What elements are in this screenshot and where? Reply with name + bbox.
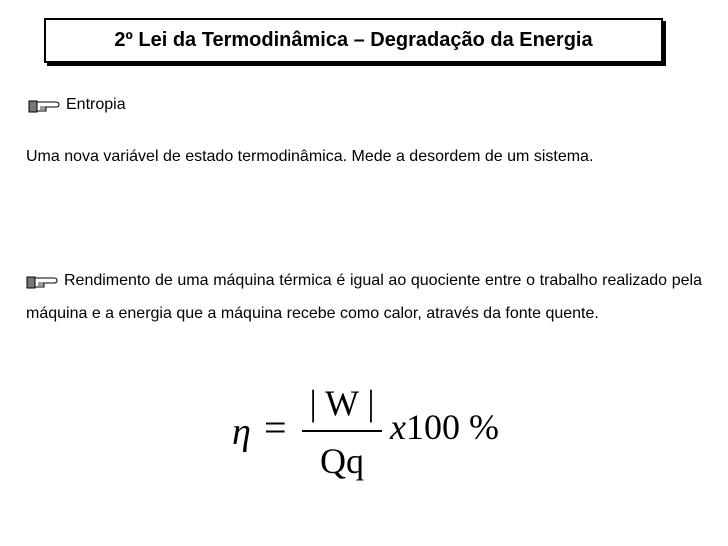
efficiency-description: Rendimento de uma máquina térmica é igual ao quociente entre o trabalho realizado pela máquina e a energia que a máquina recebe como calor, através da fonte quente. [26,272,702,322]
entropy-label: Entropia [66,96,126,113]
fraction-bar [302,430,382,432]
formula-denominator: Qq [320,441,364,481]
entropy-bullet [28,96,126,114]
pointing-hand-icon [26,272,58,290]
formula-multiplier [390,406,499,448]
formula-factor: 100 % [405,407,499,447]
formula-times: x [390,407,406,447]
efficiency-paragraph [26,264,702,330]
formula-eta: η [232,411,251,453]
title-text: 2º Lei da Termodinâmica – Degradação da Energia [114,29,593,51]
pointing-hand-icon [28,96,60,114]
entropy-description: Uma nova variável de estado termodinâmica. Mede a desordem de um sistema. [26,148,594,165]
efficiency-formula [226,382,516,492]
page-title [44,18,663,63]
formula-equals: = [264,405,287,450]
formula-numerator: | W | [309,383,375,423]
